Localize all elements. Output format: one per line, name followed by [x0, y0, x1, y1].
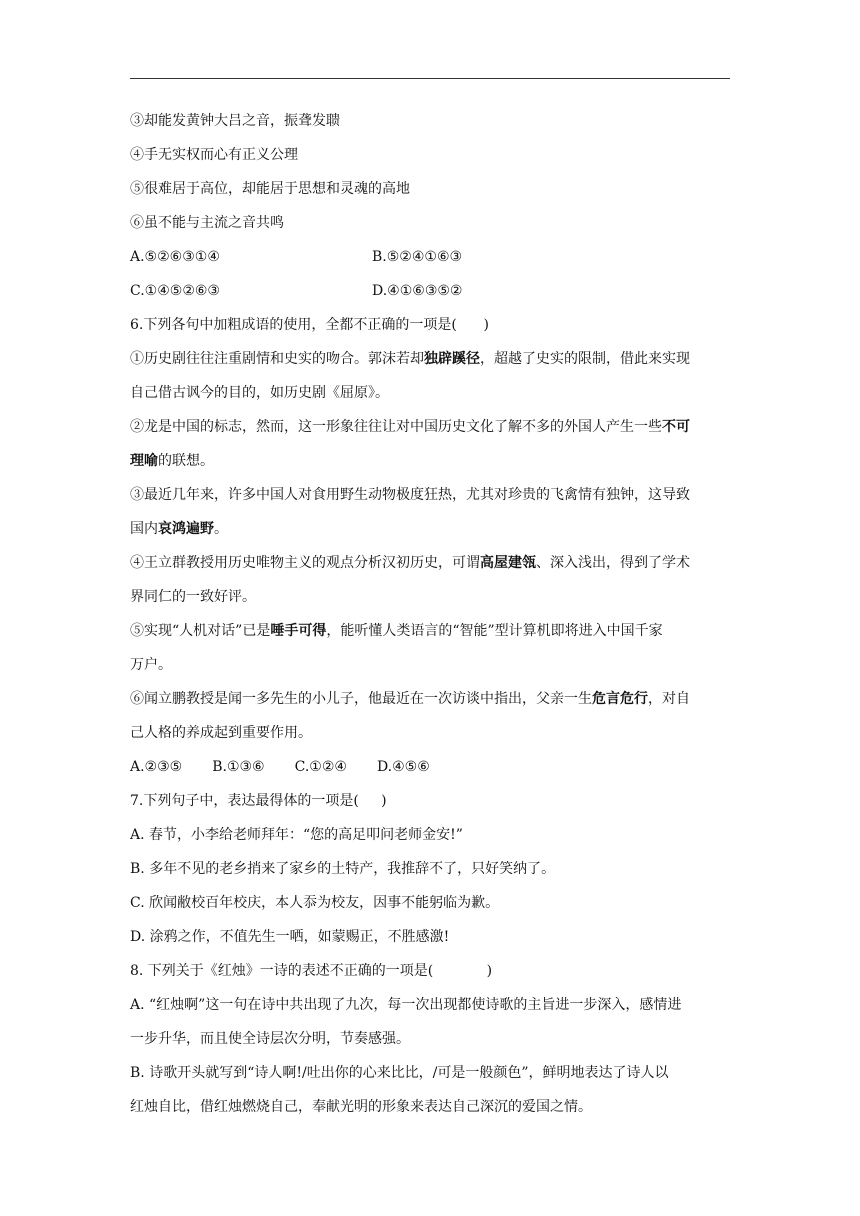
q6-item-6-line-2: 己人格的养成起到重要作用。 [130, 725, 312, 741]
q7-option-d: D. 涂鸦之作，不值先生一哂，如蒙赐正，不胜感激! [130, 929, 450, 945]
q6-options [130, 750, 732, 784]
q5-option-c: C.①④⑤②⑥③ [130, 283, 220, 299]
q5-options-row-1 [130, 240, 732, 274]
q5-item-6: ⑥虽不能与主流之音共鸣 [130, 215, 284, 231]
q6-item-4-idiom: 高屋建瓴 [480, 555, 536, 571]
q5-option-a: A.⑤②⑥③①④ [130, 249, 220, 265]
q5-option-b: B.⑤②④①⑥③ [372, 249, 463, 265]
q6-item-5-text-post: ，能听懂人类语言的“智能”型计算机即将进入中国千家 [326, 623, 663, 639]
q6-item-3-idiom: 哀鸿遍野 [158, 521, 214, 537]
q6-item-3-text-post: 。 [214, 521, 228, 537]
q7-option-a: A. 春节，小李给老师拜年：“您的高足叩问老师金安!” [130, 827, 463, 843]
q6-item-4-line-2: 界同仁的一致好评。 [130, 589, 256, 605]
q6-item-2-line-2 [130, 444, 732, 478]
q6-item-6-text: ⑥闻立鹏教授是闻一多先生的小儿子，他最近在一次访谈中指出，父亲一生 [130, 691, 592, 707]
q6-option-d: D.④⑤⑥ [376, 759, 430, 775]
q8-option-b-line-2: 红烛自比，借红烛燃烧自己，奉献光明的形象来表达自己深沉的爱国之情。 [130, 1099, 592, 1115]
q6-item-1-idiom: 独辟蹊径 [424, 351, 480, 367]
q6-item-1-text-post: ，超越了史实的限制，借此来实现 [480, 351, 690, 367]
q6-option-b: B.①③⑥ [212, 759, 265, 775]
q7-option-c: C. 欣闻敝校百年校庆，本人忝为校友，因事不能躬临为歉。 [130, 895, 500, 911]
q5-option-d: D.④①⑥③⑤② [372, 283, 463, 299]
q6-item-2-idiom-part-2: 理喻 [130, 453, 158, 469]
q8-option-b-line-1: B. 诗歌开头就写到“诗人啊!/吐出你的心来比比，/可是一般颜色”，鲜明地表达了诗人以 [130, 1065, 669, 1081]
q6-item-5-text: ⑤实现“人机对话”已是 [130, 623, 271, 639]
q6-item-6-line-1 [130, 682, 732, 716]
q6-option-c: C.①②④ [294, 759, 347, 775]
q8-stem: 8. 下列关于《红烛》一诗的表述不正确的一项是( ) [130, 963, 493, 979]
q7-option-b: B. 多年不见的老乡捎来了家乡的土特产，我推辞不了，只好笑纳了。 [130, 861, 556, 877]
q6-item-3-text: 国内 [130, 521, 158, 537]
q6-item-5-idiom: 唾手可得 [270, 623, 327, 639]
header-rule [130, 78, 730, 79]
q6-item-4-text-post: 、深入浅出，得到了学术 [536, 555, 690, 571]
q5-item-5: ⑤很难居于高位，却能居于思想和灵魂的高地 [130, 181, 410, 197]
q5-item-3: ③却能发黄钟大吕之音，振聋发聩 [130, 113, 340, 129]
q6-item-5-line-1 [130, 614, 732, 648]
q8-option-a-line-1: A. “红烛啊”这一句在诗中共出现了九次，每一次出现都使诗歌的主旨进一步深入，感情进 [130, 997, 682, 1013]
document-body [130, 104, 732, 1124]
q5-item-4: ④手无实权而心有正义公理 [130, 147, 298, 163]
q7-stem: 7.下列句子中，表达最得体的一项是( ) [130, 793, 387, 809]
q6-item-2-line-1 [130, 410, 732, 444]
q6-item-1-text: ①历史剧往往注重剧情和史实的吻合。郭沫若却 [130, 351, 424, 367]
q6-option-a: A.②③⑤ [130, 759, 183, 775]
q6-item-3-line-1: ③最近几年来，许多中国人对食用野生动物极度狂热，尤其对珍贵的飞禽情有独钟，这导致 [130, 487, 690, 503]
q6-item-4-line-1 [130, 546, 732, 580]
q6-item-2-text-post: 的联想。 [158, 453, 214, 469]
q6-item-1-line-1 [130, 342, 732, 376]
q6-item-1-line-2: 自己借古讽今的目的，如历史剧《屈原》。 [130, 385, 389, 401]
q6-item-5-line-2: 万户。 [130, 657, 172, 673]
q6-item-3-line-2 [130, 512, 732, 546]
q6-item-2-text: ②龙是中国的标志，然而，这一形象往往让对中国历史文化了解不多的外国人产生一些 [130, 419, 662, 435]
q6-item-6-idiom: 危言危行 [592, 691, 648, 707]
q5-options-row-2 [130, 274, 732, 308]
q6-item-2-idiom-part-1: 不可 [662, 419, 690, 435]
q6-stem: 6.下列各句中加粗成语的使用，全都不正确的一项是( ) [130, 317, 489, 333]
q6-item-4-text: ④王立群教授用历史唯物主义的观点分析汉初历史，可谓 [130, 555, 480, 571]
q8-option-a-line-2: 一步升华，而且使全诗层次分明，节奏感强。 [130, 1031, 410, 1047]
q6-item-6-text-post: ，对自 [648, 691, 690, 707]
